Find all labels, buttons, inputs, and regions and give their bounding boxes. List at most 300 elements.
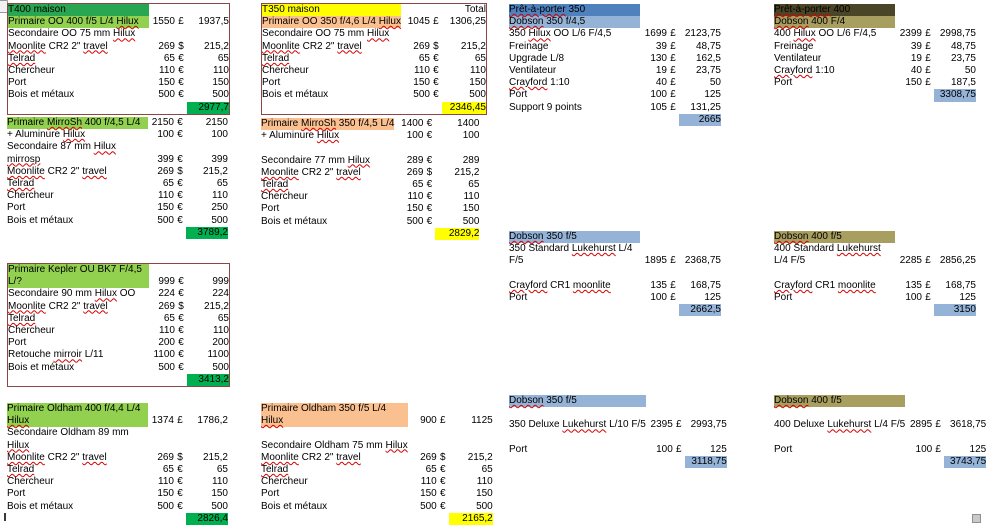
value-cell[interactable]: 110 [470,65,486,77]
currency-cell[interactable] [667,4,679,16]
amount-cell[interactable]: 150 [413,77,430,89]
item-label-cell[interactable]: Chercheur [7,476,54,488]
item-label-cell[interactable]: Bois et métaux [262,89,329,101]
value-cell[interactable]: 65 [216,178,228,190]
amount-cell[interactable]: 900 [420,415,437,427]
item-label-cell[interactable]: Crayford CR1 moonlite [774,279,876,291]
total-cell[interactable]: 3743,75 [944,456,986,468]
amount-cell[interactable] [401,28,430,40]
currency-cell[interactable]: £ [670,101,676,113]
item-label-cell[interactable]: Chercheur [8,325,55,337]
item-label-cell[interactable]: Port [7,202,26,214]
amount-cell[interactable] [905,407,932,419]
block-header-cell[interactable]: Prêt-à-porter 350 [509,4,640,16]
item-label-cell[interactable]: Secondaire Oldham 75 mm Hilux [261,439,408,451]
currency-cell[interactable]: € [426,215,433,227]
amount-cell[interactable] [408,427,437,439]
item-label-cell[interactable]: Port [774,443,793,455]
item-label-cell[interactable]: Chercheur [261,476,308,488]
total-label-cell[interactable] [934,16,976,28]
item-label-cell[interactable]: Port [774,77,793,89]
total-label-cell[interactable] [934,4,976,16]
item-label-cell[interactable]: Upgrade L/8 [509,52,565,64]
value-cell[interactable]: 215,2 [202,165,228,177]
amount-cell[interactable]: 500 [413,89,430,101]
item-label-cell[interactable] [509,114,640,126]
value-cell[interactable]: 500 [212,361,229,373]
amount-cell[interactable]: 40 [655,77,667,89]
value-cell[interactable]: 999 [212,276,229,288]
value-cell[interactable]: 65 [217,52,229,64]
value-cell[interactable]: 100 [211,129,228,141]
amount-cell[interactable] [646,456,673,468]
value-cell[interactable] [685,432,727,444]
item-label-cell[interactable]: Secondaire OO 75 mm Hilux [8,28,136,40]
amount-cell[interactable] [646,407,673,419]
currency-cell[interactable]: € [433,77,439,89]
currency-cell[interactable]: £ [670,255,676,267]
currency-cell[interactable]: £ [439,415,446,427]
value-cell[interactable]: 215,2 [467,451,493,463]
amount-cell[interactable] [895,4,922,16]
amount-cell[interactable] [640,16,667,28]
value-cell[interactable]: 23,75 [950,52,976,64]
currency-cell[interactable]: € [178,52,184,64]
currency-cell[interactable]: £ [935,419,941,431]
currency-cell[interactable]: € [426,191,433,203]
currency-cell[interactable] [922,16,934,28]
currency-cell[interactable] [932,395,944,407]
amount-cell[interactable] [149,28,175,40]
amount-cell[interactable] [895,231,922,243]
currency-cell[interactable]: £ [935,443,941,455]
item-label-cell[interactable]: Bois et métaux [7,214,74,226]
amount-cell[interactable] [394,142,423,154]
amount-cell[interactable] [408,513,437,525]
value-cell[interactable]: 168,75 [945,279,976,291]
amount-cell[interactable]: 500 [157,500,174,512]
total-cell[interactable]: 3789,2 [186,227,228,239]
value-cell[interactable]: 215,2 [203,40,229,52]
item-label-cell[interactable]: 400 Standard Lukehurst L/4 F/5 [774,243,881,267]
amount-cell[interactable]: 40 [910,65,922,77]
currency-cell[interactable] [932,456,944,468]
amount-cell[interactable]: 200 [158,337,175,349]
total-cell[interactable]: 2665 [679,114,721,126]
amount-cell[interactable] [149,4,175,16]
item-label-cell[interactable] [509,304,640,316]
block-header-cell[interactable]: Dobson 400 F/4 [774,16,895,28]
item-label-cell[interactable]: Moonlite CR2 2" travel [262,40,362,52]
value-cell[interactable]: 125 [710,443,727,455]
value-cell[interactable]: 50 [964,65,976,77]
item-label-cell[interactable]: Telrad [7,178,35,190]
currency-cell[interactable] [922,231,934,243]
value-cell[interactable]: 215,2 [454,166,480,178]
currency-cell[interactable]: € [426,154,433,166]
currency-cell[interactable] [430,4,442,16]
total-label-cell[interactable] [679,16,721,28]
amount-cell[interactable] [905,395,932,407]
amount-cell[interactable]: 150 [158,77,175,89]
item-label-cell[interactable]: 400 Deluxe Lukehurst L/4 F/5 [774,419,906,431]
currency-cell[interactable]: $ [433,40,439,52]
item-label-cell[interactable] [509,432,646,444]
item-label-cell[interactable]: Secondaire OO 75 mm Hilux [262,28,390,40]
currency-cell[interactable]: £ [670,77,676,89]
amount-cell[interactable]: 1699 [644,28,667,40]
amount-cell[interactable]: 1400 [401,118,424,129]
amount-cell[interactable]: 1100 [153,349,175,361]
value-cell[interactable]: 125 [704,89,721,101]
amount-cell[interactable]: 269 [420,451,437,463]
item-label-cell[interactable] [774,89,895,101]
amount-cell[interactable] [640,304,667,316]
item-label-cell[interactable] [774,432,905,444]
item-label-cell[interactable]: Moonlite CR2 2" travel [261,451,361,463]
item-label-cell[interactable]: Bois et métaux [261,215,328,227]
currency-cell[interactable]: € [178,325,184,337]
item-label-cell[interactable]: Freinage [774,40,814,52]
value-cell[interactable]: 168,75 [690,279,721,291]
currency-cell[interactable]: £ [925,52,931,64]
value-cell[interactable]: 150 [211,488,228,500]
currency-cell[interactable] [922,4,934,16]
currency-cell[interactable]: € [177,464,183,476]
currency-cell[interactable]: € [426,179,433,191]
item-label-cell[interactable] [774,304,895,316]
value-cell[interactable]: 250 [211,202,228,214]
amount-cell[interactable] [905,456,932,468]
value-cell[interactable]: 3618,75 [950,419,987,431]
total-label-cell[interactable] [934,231,976,243]
currency-cell[interactable]: € [433,89,439,101]
amount-cell[interactable]: 135 [905,279,922,291]
item-label-cell[interactable]: Port [261,488,280,500]
amount-cell[interactable]: 269 [406,166,424,178]
item-label-cell[interactable]: Telrad [262,52,290,64]
amount-cell[interactable]: 399 [157,153,174,165]
item-label-cell[interactable]: Bois et métaux [8,361,75,373]
item-label-cell[interactable] [262,102,401,114]
amount-cell[interactable]: 100 [650,292,667,304]
amount-cell[interactable]: 224 [158,288,175,300]
item-label-cell[interactable]: Secondaire 90 mm Hilux OO [8,288,136,300]
item-label-cell[interactable]: Primaire MirroSh 400 f/4,5 L/4 [7,117,148,129]
total-label-cell[interactable] [679,4,721,16]
currency-cell[interactable] [174,513,186,525]
item-label-cell[interactable]: Primaire Oldham 350 f/5 L/4 Hilux [261,403,408,427]
currency-cell[interactable]: £ [670,292,676,304]
amount-cell[interactable]: 65 [162,178,174,190]
amount-cell[interactable] [895,89,922,101]
currency-cell[interactable]: € [426,203,433,215]
currency-cell[interactable]: £ [177,415,183,427]
item-label-cell[interactable]: Bois et métaux [8,89,75,101]
value-cell[interactable]: 23,75 [695,65,721,77]
currency-cell[interactable]: £ [675,419,682,431]
currency-cell[interactable]: £ [670,89,676,101]
item-label-cell[interactable]: Port [8,337,27,349]
amount-cell[interactable] [640,268,667,280]
item-label-cell[interactable]: Ventilateur [774,52,822,64]
currency-cell[interactable] [175,28,187,40]
currency-cell[interactable]: € [426,130,433,142]
currency-cell[interactable]: € [177,202,183,214]
amount-cell[interactable]: 65 [412,179,424,191]
item-label-cell[interactable]: Moonlite CR2 2" travel [7,165,107,177]
item-label-cell[interactable]: Chercheur [7,190,54,202]
value-cell[interactable] [685,407,727,419]
value-cell[interactable]: 2998,75 [939,28,976,40]
amount-cell[interactable]: 39 [655,40,667,52]
item-label-cell[interactable] [774,268,895,280]
item-label-cell[interactable]: Secondaire Oldham 89 mm Hilux [7,427,129,451]
value-cell[interactable]: 125 [959,292,976,304]
item-label-cell[interactable]: + Aluminure Hilux [7,129,86,141]
item-label-cell[interactable]: Port [509,443,528,455]
currency-cell[interactable] [174,427,186,451]
value-cell[interactable]: 215,2 [202,451,228,463]
total-label-cell[interactable] [187,4,229,16]
item-label-cell[interactable] [774,456,905,468]
currency-cell[interactable] [667,231,679,243]
value-cell[interactable]: 150 [469,77,486,89]
currency-cell[interactable]: € [177,117,183,128]
currency-cell[interactable] [673,407,685,419]
currency-cell[interactable]: £ [670,28,676,40]
item-label-cell[interactable]: Retouche mirroir L/11 [8,349,104,361]
value-cell[interactable]: 150 [212,77,229,89]
value-cell[interactable]: 65 [468,179,480,191]
currency-cell[interactable] [667,114,679,126]
currency-cell[interactable]: € [177,476,183,488]
amount-cell[interactable]: 500 [158,361,175,373]
block-header-cell[interactable]: Dobson 350 f/5 [509,231,640,243]
amount-cell[interactable]: 500 [406,215,424,227]
item-label-cell[interactable]: 350 Deluxe Lukehurst L/10 F/5 [509,419,646,431]
amount-cell[interactable] [646,432,673,444]
value-cell[interactable]: 110 [212,476,228,488]
currency-cell[interactable]: € [177,178,183,190]
currency-cell[interactable]: £ [925,28,931,40]
item-label-cell[interactable]: Crayford 1:10 [774,65,835,77]
amount-cell[interactable]: 100 [915,443,933,455]
item-label-cell[interactable]: 350 Hilux OO L/6 F/4,5 [509,28,612,40]
amount-cell[interactable]: 269 [158,300,175,312]
block-header-cell[interactable]: Dobson 350 f/5 [509,395,646,407]
currency-cell[interactable] [430,28,442,40]
currency-cell[interactable]: £ [925,65,931,77]
currency-cell[interactable]: $ [177,165,183,177]
item-label-cell[interactable]: Primaire Oldham 400 f/4,4 L/4 Hilux [7,403,148,427]
item-label-cell[interactable]: Port [262,77,281,89]
amount-cell[interactable]: 150 [157,488,174,500]
currency-cell[interactable]: € [178,349,184,361]
value-cell[interactable]: 110 [212,190,228,202]
amount-cell[interactable]: 150 [406,203,424,215]
currency-cell[interactable]: € [177,488,183,500]
currency-cell[interactable]: £ [670,279,676,291]
item-label-cell[interactable] [509,407,646,419]
amount-cell[interactable]: 999 [158,276,175,288]
item-label-cell[interactable]: Chercheur [262,65,309,77]
currency-cell[interactable] [922,268,934,280]
amount-cell[interactable] [149,102,175,114]
item-label-cell[interactable]: Secondaire 77 mm Hilux [261,154,370,166]
amount-cell[interactable]: 100 [656,443,673,455]
currency-cell[interactable]: € [178,276,184,288]
value-cell[interactable]: 187,5 [950,77,976,89]
currency-cell[interactable] [175,4,187,16]
currency-cell[interactable] [437,513,449,525]
value-cell[interactable]: 162,5 [695,52,721,64]
amount-cell[interactable]: 269 [413,40,430,52]
value-cell[interactable]: 500 [476,500,493,512]
item-label-cell[interactable] [261,142,394,154]
item-label-cell[interactable]: Chercheur [261,191,308,203]
value-cell[interactable]: 48,75 [695,40,721,52]
currency-cell[interactable]: $ [426,166,433,178]
currency-cell[interactable]: € [178,65,184,77]
item-label-cell[interactable]: 400 Hilux OO L/6 F/4,5 [774,28,877,40]
currency-cell[interactable]: € [178,337,184,349]
currency-cell[interactable]: € [439,476,446,488]
value-cell[interactable]: 131,25 [690,101,721,113]
block-header-cell[interactable]: Prêt-à-porter 400 [774,4,895,16]
value-cell[interactable]: 125 [704,292,721,304]
amount-cell[interactable]: 289 [406,154,424,166]
value-cell[interactable]: 2993,75 [690,419,727,431]
currency-cell[interactable]: € [439,464,446,476]
value-cell[interactable]: 50 [709,77,721,89]
total-cell[interactable]: 3150 [934,304,976,316]
currency-cell[interactable] [673,432,685,444]
currency-cell[interactable] [175,102,187,114]
block-header-cell[interactable]: Dobson 400 f/5 [774,395,905,407]
value-cell[interactable]: 1400 [457,118,480,129]
item-label-cell[interactable]: Chercheur [8,65,55,77]
value-cell[interactable]: 1100 [207,349,229,361]
value-cell[interactable] [944,407,986,419]
total-label-cell[interactable] [679,231,721,243]
currency-cell[interactable]: £ [670,65,676,77]
value-cell[interactable]: 2856,25 [939,255,976,267]
amount-cell[interactable]: 500 [158,89,175,101]
amount-cell[interactable]: 269 [157,451,174,463]
value-cell[interactable]: 65 [481,464,493,476]
value-cell[interactable]: 2150 [205,117,228,128]
value-cell[interactable]: 48,75 [950,40,976,52]
amount-cell[interactable]: 110 [414,65,430,77]
item-label-cell[interactable] [261,228,394,240]
currency-cell[interactable] [922,304,934,316]
item-label-cell[interactable] [7,513,148,525]
currency-cell[interactable]: € [178,361,184,373]
amount-cell[interactable]: 105 [650,101,667,113]
amount-cell[interactable] [408,440,437,452]
amount-cell[interactable] [640,4,667,16]
total-label-cell[interactable] [944,395,986,407]
amount-cell[interactable]: 2399 [899,28,922,40]
item-label-cell[interactable]: Telrad [8,312,36,324]
value-cell[interactable]: 500 [211,500,228,512]
value-cell[interactable] [435,142,479,154]
value-cell[interactable] [449,427,493,439]
amount-cell[interactable]: 2895 [909,419,933,431]
item-label-cell[interactable]: Primaire MirroSh 350 f/4,5 L/4 [261,118,395,129]
currency-cell[interactable]: € [178,288,184,300]
amount-cell[interactable] [895,268,922,280]
currency-cell[interactable]: € [177,153,183,165]
total-cell[interactable]: 3118,75 [685,456,727,468]
value-cell[interactable] [187,28,229,40]
currency-cell[interactable]: € [439,488,446,500]
currency-cell[interactable] [423,228,435,240]
value-cell[interactable]: 500 [462,215,480,227]
value-cell[interactable]: 65 [474,52,486,64]
item-label-cell[interactable]: Telrad [261,464,289,476]
item-label-cell[interactable]: Port [261,203,280,215]
amount-cell[interactable]: 150 [905,77,922,89]
item-label-cell[interactable]: + Aluminure Hilux [261,130,340,142]
item-label-cell[interactable]: Moonlite CR2 2" travel [8,40,108,52]
currency-cell[interactable] [922,89,934,101]
amount-cell[interactable] [401,102,430,114]
amount-cell[interactable]: 65 [425,464,437,476]
item-label-cell[interactable]: Bois et métaux [261,500,328,512]
value-cell[interactable]: 100 [462,130,480,142]
amount-cell[interactable]: 110 [407,191,424,203]
amount-cell[interactable]: 65 [163,312,175,324]
item-label-cell[interactable]: Crayford 1:10 [509,77,570,89]
amount-cell[interactable]: 1374 [151,415,174,427]
currency-cell[interactable] [667,304,679,316]
currency-cell[interactable]: € [177,190,183,202]
item-label-cell[interactable]: Port [774,292,793,304]
value-cell[interactable]: 110 [213,325,229,337]
amount-cell[interactable] [401,4,430,16]
item-label-cell[interactable]: Telrad [7,464,35,476]
amount-cell[interactable] [148,513,174,525]
value-cell[interactable] [186,427,228,451]
amount-cell[interactable] [905,432,932,444]
currency-cell[interactable] [430,102,442,114]
block-header-cell[interactable]: T350 maison [262,4,401,16]
item-label-cell[interactable]: Secondaire 87 mm Hilux mirrosp [7,141,116,165]
amount-cell[interactable]: 19 [910,52,922,64]
amount-cell[interactable]: 110 [159,325,175,337]
value-cell[interactable] [442,28,486,40]
currency-cell[interactable] [423,142,435,154]
currency-cell[interactable]: £ [433,16,439,28]
item-label-cell[interactable] [7,227,148,239]
item-label-cell[interactable]: Primaire OO 350 f/4,6 L/4 Hilux [262,16,401,28]
currency-cell[interactable] [667,268,679,280]
currency-cell[interactable] [437,440,449,452]
total-cell[interactable]: 3413,2 [187,374,229,386]
amount-cell[interactable]: 100 [157,129,174,141]
item-label-cell[interactable]: Bois et métaux [7,500,74,512]
total-cell[interactable]: 2165,2 [449,513,493,525]
amount-cell[interactable]: 110 [158,190,174,202]
amount-cell[interactable]: 130 [650,52,667,64]
currency-cell[interactable]: $ [178,40,184,52]
amount-cell[interactable]: 2395 [650,419,673,431]
value-cell[interactable]: 500 [469,89,486,101]
item-label-cell[interactable] [509,456,646,468]
amount-cell[interactable]: 110 [420,476,437,488]
